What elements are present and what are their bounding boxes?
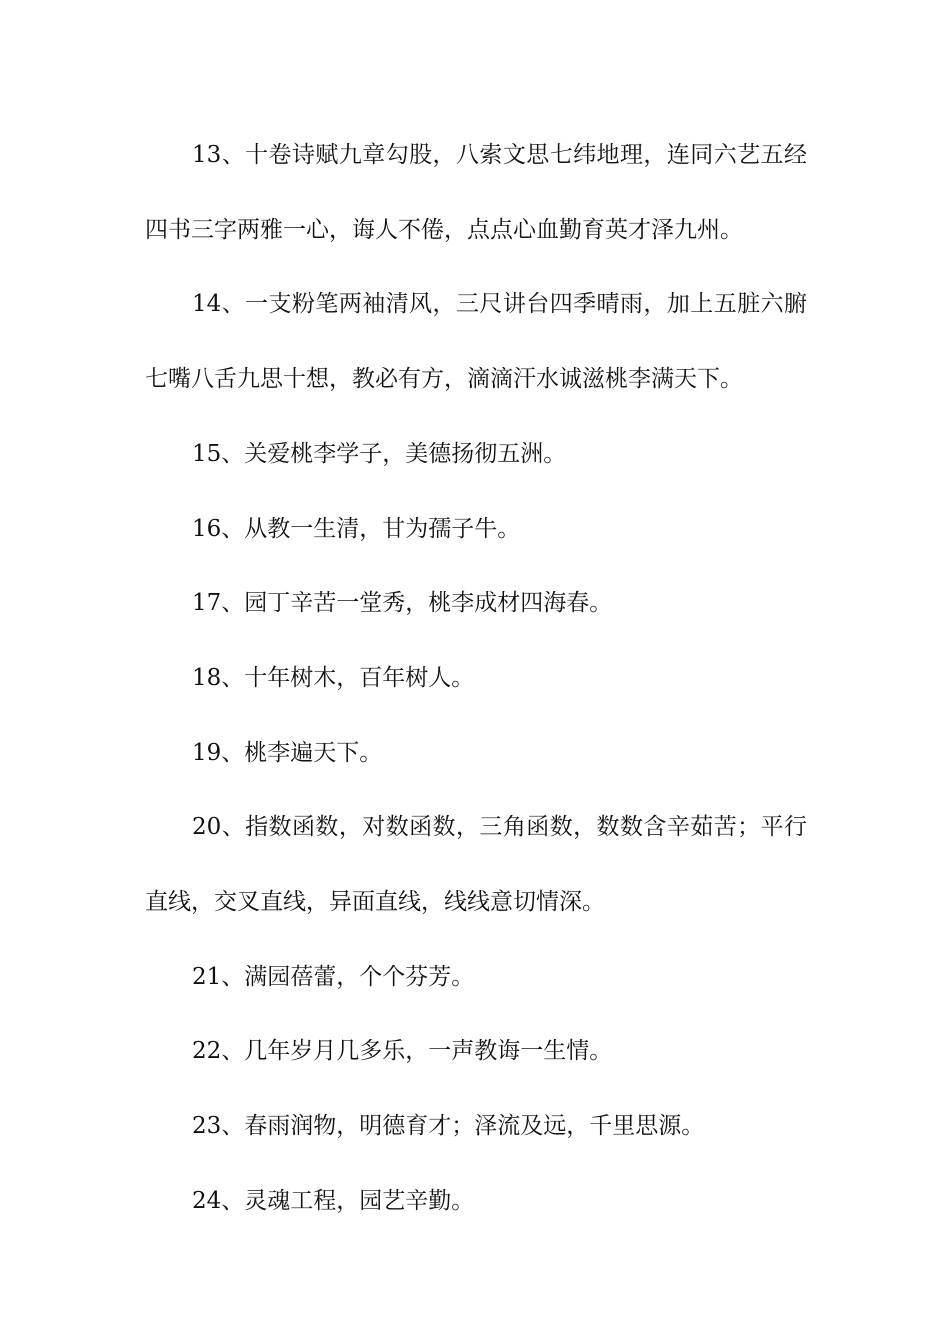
document-body [145, 118, 807, 1239]
paragraph-19: 19、桃李遍天下。 [192, 739, 383, 766]
paragraph-16: 16、从教一生清，甘为孺子牛。 [192, 515, 521, 542]
paragraph-20: 20、指数函数，对数函数，三角函数，数数含辛茹苦；平行直线，交叉直线，异面直线，线线意切情深。 [145, 814, 807, 916]
paragraph-17: 17、园丁辛苦一堂秀，桃李成材四海春。 [192, 590, 613, 617]
paragraph-13: 13、十卷诗赋九章勾股，八索文思七纬地理，连同六艺五经四书三字两雅一心，诲人不倦，点点心血勤育英才泽九州。 [145, 142, 807, 243]
paragraph-24: 24、灵魂工程，园艺辛勤。 [192, 1187, 475, 1214]
paragraph-14: 14、一支粉笔两袖清风，三尺讲台四季晴雨，加上五脏六腑七嘴八舌九思十想，教必有方，滴滴汗水诚滋桃李满天下。 [145, 291, 807, 393]
paragraph-21: 21、满园蓓蕾，个个芬芳。 [192, 963, 475, 990]
paragraph-18: 18、十年树木，百年树人。 [192, 664, 475, 691]
paragraph-15: 15、关爱桃李学子，美德扬彻五洲。 [192, 440, 567, 467]
paragraph-23: 23、春雨润物，明德育才；泽流及远，千里思源。 [192, 1113, 705, 1140]
paragraph-22: 22、几年岁月几多乐，一声教诲一生情。 [192, 1038, 613, 1065]
